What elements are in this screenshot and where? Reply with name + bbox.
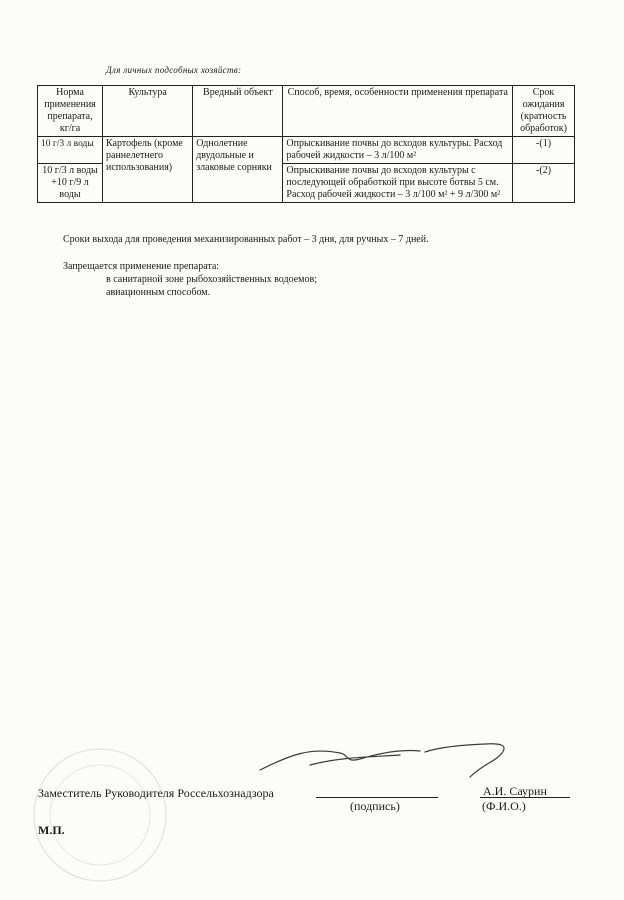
cell-method: Опрыскивание почвы до всходов культуры. Расход рабочей жидкости – 3 л/100 м²	[283, 137, 513, 164]
header-wait: Срок ожидания (кратность обработок)	[513, 86, 575, 137]
cell-norm: 10 г/3 л воды	[38, 137, 103, 164]
list-item: в санитарной зоне рыбохозяйственных водоемов;	[106, 274, 317, 285]
prohibition-list	[106, 274, 317, 299]
header-norm: Норма применения препарата, кг/га	[38, 86, 103, 137]
prohibition-intro: Запрещается применение препарата:	[63, 261, 220, 272]
cell-crop: Картофель (кроме раннелетнего использования)	[103, 137, 193, 203]
name-caption: (Ф.И.О.)	[482, 799, 526, 813]
application-norms-table	[37, 85, 575, 203]
table-row	[38, 137, 575, 164]
cell-wait: -(2)	[513, 164, 575, 203]
handwritten-signature	[250, 735, 520, 785]
section-heading: Для личных подсобных хозяйств:	[106, 65, 242, 75]
list-item: авиационным способом.	[106, 286, 211, 298]
name-line	[480, 797, 570, 798]
signature-line	[316, 797, 438, 798]
header-crop: Культура	[103, 86, 193, 137]
table-header-row	[38, 86, 575, 137]
exit-terms-text: Сроки выхода для проведения механизированных работ – 3 дня, для ручных – 7 дней.	[63, 234, 429, 245]
header-method: Способ, время, особенности применения препарата	[283, 86, 513, 137]
cell-wait: -(1)	[513, 137, 575, 164]
cell-method: Опрыскивание почвы до всходов культуры с последующей обработкой при высоте ботвы 5 см. Расход рабочей жидкости – 3 л/100 м² + 9 л/300 м²	[283, 164, 513, 203]
cell-norm: 10 г/3 л воды +10 г/9 л воды	[38, 164, 103, 203]
header-pest: Вредный объект	[193, 86, 283, 137]
signer-position: Заместитель Руководителя Россельхознадзора	[38, 786, 274, 800]
stamp-label: М.П.	[38, 823, 65, 837]
cell-pest: Однолетние двудольные и злаковые сорняки	[193, 137, 283, 203]
signer-name: А.И. Саурин	[483, 784, 547, 798]
signature-caption: (подпись)	[350, 799, 400, 813]
stamp-seal	[30, 745, 170, 885]
